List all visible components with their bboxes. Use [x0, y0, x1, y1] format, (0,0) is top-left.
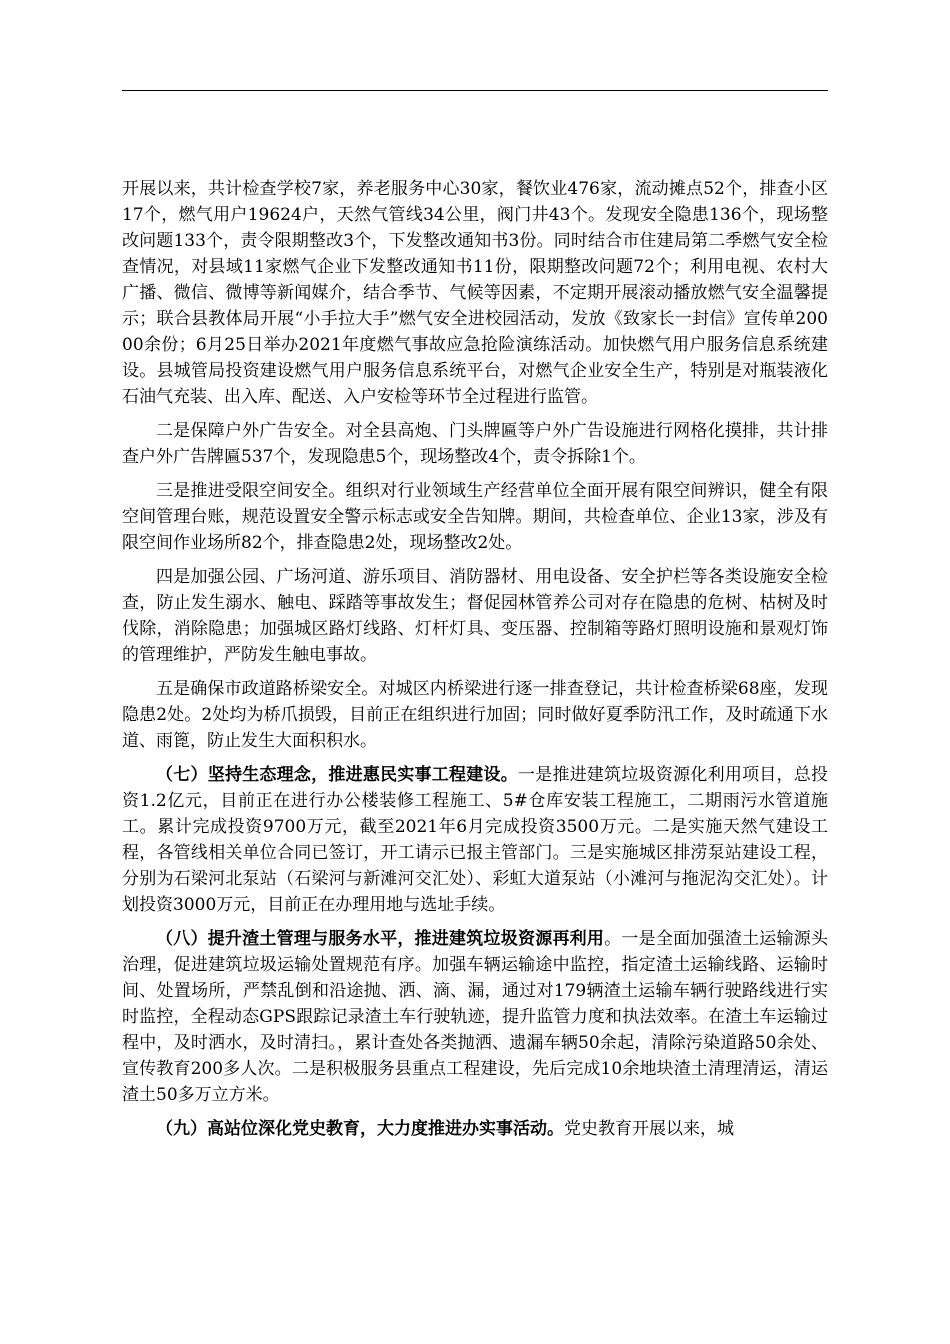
paragraph-text: 五是确保市政道路桥梁安全。对城区内桥梁进行逐一排查登记，共计检查桥梁68座，发现隐患2处。2处均为桥爪损毁，目前正在组织进行加固；同时做好夏季防汛工作，及时疏通下水道、雨篦，防止发生大面积积水。	[122, 679, 828, 751]
paragraph-text: 三是推进受限空间安全。组织对行业领域生产经营单位全面开展有限空间辨识，健全有限空间管理台账，规范设置安全警示标志或安全告知牌。期间，共检查单位、企业13家，涉及有限空间作业场所82个，排查隐患2处，现场整改2处。	[122, 481, 828, 553]
document-body	[122, 176, 828, 1150]
paragraph-section-7	[122, 762, 828, 918]
paragraph-confined-space	[122, 478, 828, 556]
paragraph-text: 开展以来，共计检查学校7家，养老服务中心30家，餐饮业476家，流动摊点52个，排查小区17个，燃气用户19624户，天然气管线34公里，阀门井43个。发现安全隐患136个，现场整改问题133个，责令限期整改3个，下发整改通知书3份。同时结合市住建局第二季燃气安全检查情况，对县域11家燃气企业下发整改通知书11份，限期整改问题72个；利用电视、农村大广播、微信、微博等新闻媒介，结合季节、气候等因素，不定期开展滚动播放燃气安全温馨提示；联合县教体局开展“小手拉大手”燃气安全进校园活动，发放《致家长一封信》宣传单20000余份；6月25日举办2021年度燃气事故应急抢险演练活动。加快燃气用户服务信息系统建设。县城管局投资建设燃气用户服务信息系统平台，对燃气企业安全生产，特别是对瓶装液化石油气充装、出入库、配送、入户安检等环节全过程进行监管。	[122, 179, 828, 407]
paragraph-text: 。一是全面加强渣土运输源头治理，促进建筑垃圾运输处置规范有序。加强车辆运输途中监控，指定渣土运输线路、运输时间、处置场所，严禁乱倒和沿途抛、洒、滴、漏，通过对179辆渣土运输车辆行驶路线进行实时监控，全程动态GPS跟踪记录渣土车行驶轨迹，提升监管力度和执法效率。在渣土车运输过程中，及时洒水，及时清扫。，累计查处各类抛洒、遗漏车辆50余起，清除污染道路50余处、宣传教育200多人次。二是积极服务县重点工程建设，先后完成10余地块渣土清理清运，清运渣土50多万立方米。	[122, 929, 829, 1105]
paragraph-text: 党史教育开展以来，城	[564, 1119, 734, 1139]
paragraph-continuation	[122, 176, 828, 410]
paragraph-text: 一是推进建筑垃圾资源化利用项目，总投资1.2亿元，目前正在进行办公楼装修工程施工、5#仓库安装工程施工，二期雨污水管道施工。累计完成投资9700万元，截至2021年6月完成投资3500万元。二是实施天然气建设工程，各管线相关单位合同已签订，开工请示已报主管部门。三是实施城区排涝泵站建设工程，分别为石梁河北泵站（石梁河与新滩河交汇处）、彩虹大道泵站（小滩河与拖泥沟交汇处）。计划投资3000万元，目前正在办理用地与选址手续。	[122, 765, 829, 915]
paragraph-section-9	[122, 1116, 828, 1142]
paragraph-text: 四是加强公园、广场河道、游乐项目、消防器材、用电设备、安全护栏等各类设施安全检查，防止发生溺水、触电、踩踏等事故发生；督促园林管养公司对存在隐患的危树、枯树及时伐除，消除隐患；加强城区路灯线路、灯杆灯具、变压器、控制箱等路灯照明设施和景观灯饰的管理维护，严防发生触电事故。	[122, 567, 828, 665]
paragraph-outdoor-ads	[122, 418, 828, 470]
paragraph-facility-safety	[122, 564, 828, 668]
paragraph-section-8	[122, 926, 828, 1108]
section-heading: （八）提升渣土管理与服务水平，推进建筑垃圾资源再利用	[156, 929, 605, 949]
header-rule	[122, 90, 828, 91]
paragraph-text: 二是保障户外广告安全。对全县高炮、门头牌匾等户外广告设施进行网格化摸排，共计排查户外广告牌匾537个，发现隐患5个，现场整改4个，责令拆除1个。	[122, 421, 828, 467]
paragraph-bridge-safety	[122, 676, 828, 754]
section-heading: （七）坚持生态理念，推进惠民实事工程建设。	[156, 765, 518, 785]
section-heading: （九）高站位深化党史教育，大力度推进办实事活动。	[156, 1119, 564, 1139]
